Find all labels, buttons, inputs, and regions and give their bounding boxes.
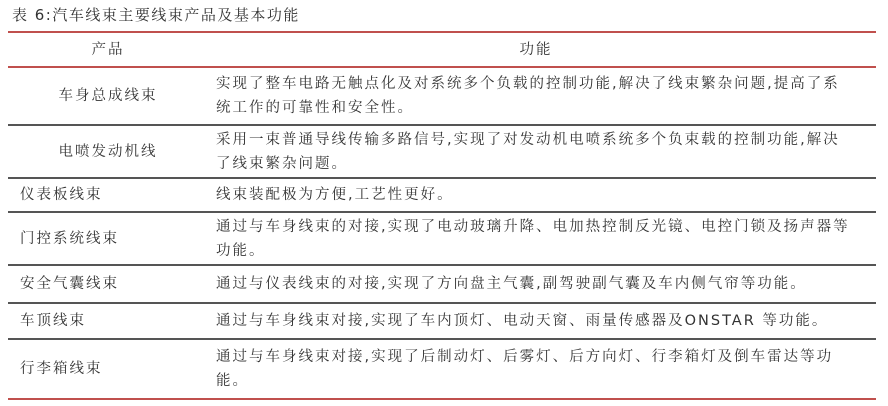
- table-row: [8, 125, 876, 178]
- product-cell: 车身总成线束: [58, 88, 158, 104]
- function-cell: 通过与车身线束的对接,实现了电动玻璃升降、电加热控制反光镜、电控门锁及扬声器等功能。: [216, 218, 850, 259]
- header-row: [8, 32, 876, 67]
- product-cell: 电喷发动机线: [58, 143, 158, 160]
- product-cell: 门控系统线束: [20, 230, 119, 247]
- function-cell: 通过与仪表线束的对接,实现了方向盘主气囊,副驾驶副气囊及车内侧气帘等功能。: [216, 276, 807, 292]
- product-function-table: [8, 31, 876, 400]
- header-function: 功能: [519, 41, 553, 58]
- table-row: [8, 212, 876, 265]
- product-cell: 仪表板线束: [20, 187, 103, 203]
- product-cell: 行李箱线束: [20, 361, 103, 377]
- product-cell: 车顶线束: [20, 313, 86, 329]
- function-cell: 实现了整车电路无触点化及对系统多个负载的控制功能,解决了线束繁杂问题,提高了系统工作的可靠性和安全性。: [216, 76, 840, 116]
- function-cell: 采用一束普通导线传输多路信号,实现了对发动机电喷系统多个负束载的控制功能,解决了线束繁杂问题。: [216, 131, 840, 172]
- product-cell: 安全气囊线束: [20, 276, 119, 292]
- function-cell: 通过与车身线束对接,实现了车内顶灯、电动天窗、雨量传感器及ONSTAR 等功能。: [216, 313, 829, 329]
- function-cell: 线束装配极为方便,工艺性更好。: [216, 187, 454, 203]
- table-row: [8, 178, 876, 212]
- table-row: [8, 265, 876, 303]
- function-cell: 通过与车身线束对接,实现了后制动灯、后雾灯、后方向灯、行李箱灯及倒车雷达等功能。: [216, 349, 834, 389]
- table-caption: 表 6:汽车线束主要线束产品及基本功能: [12, 6, 300, 24]
- header-product: 产品: [91, 41, 125, 58]
- table-row: [8, 339, 876, 399]
- table-row: [8, 303, 876, 339]
- table-row: [8, 67, 876, 125]
